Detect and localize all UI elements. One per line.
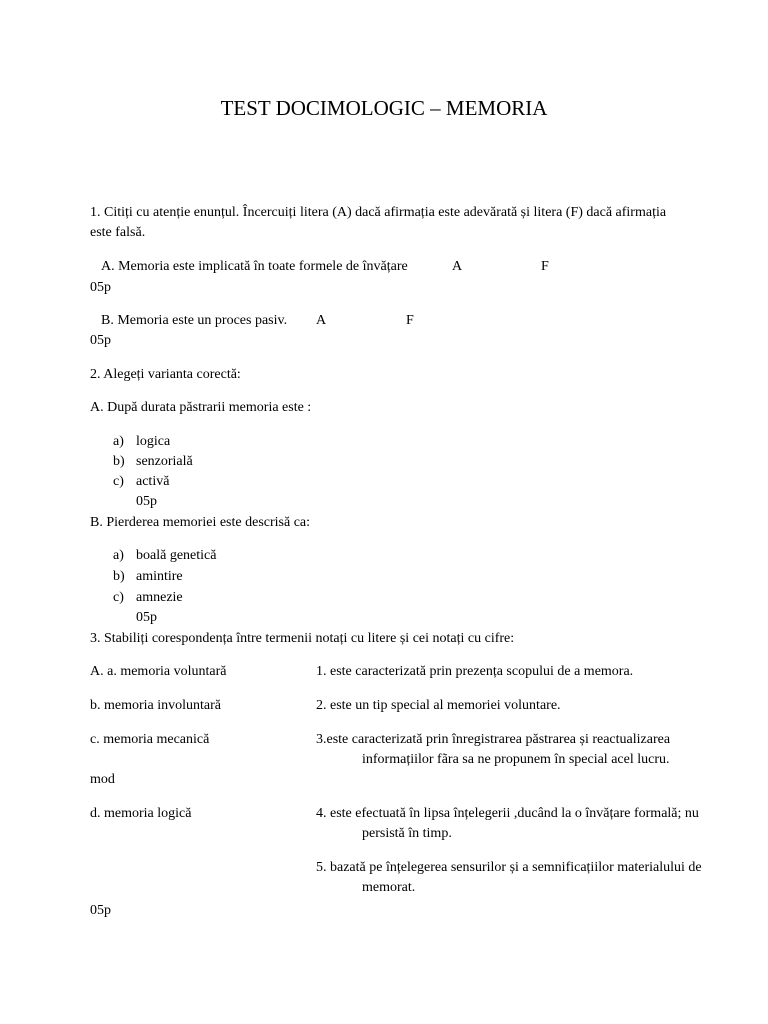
option-label: b) (113, 569, 125, 584)
q1-a-option-true[interactable]: A (452, 259, 463, 274)
q2-b-points: 05p (136, 610, 157, 625)
q1-prompt: 1. Citiți cu atenție enunțul. Încercuiți litera (A) dacă afirmația este adevărată și litera (F) dacă afirmația este falsă. (90, 205, 667, 240)
q3-left-c-tail: mod (90, 772, 115, 787)
q1-b-statement: B. Memoria este un proces pasiv. (101, 313, 288, 328)
option-text: amintire (136, 569, 183, 584)
option-label: c) (113, 474, 124, 489)
option-label: a) (113, 548, 124, 563)
page-title: TEST DOCIMOLOGIC – MEMORIA (220, 96, 548, 120)
option-text: senzorială (136, 454, 193, 469)
q1-a-statement: A. Memoria este implicată în toate formele de învățare (101, 259, 408, 274)
q2-a-points: 05p (136, 494, 157, 509)
q1-a-option-false[interactable]: F (541, 259, 549, 274)
q1-a-points: 05p (90, 280, 111, 295)
option-text: boală genetică (136, 548, 217, 563)
q3-left-d: d. memoria logică (90, 806, 192, 821)
option-text: logica (136, 434, 171, 449)
q1-b-points: 05p (90, 333, 111, 348)
q2-prompt: 2. Alegeți varianta corectă: (90, 367, 241, 382)
option-text: activă (136, 474, 170, 489)
q3-left-b: b. memoria involuntară (90, 698, 222, 713)
q2-a-prompt: A. După durata păstrarii memoria este : (90, 400, 312, 415)
option-label: b) (113, 454, 125, 469)
q3-right-5: 5. bazată pe înțelegerea sensurilor și a semnificațiilor materialului de memorat. (316, 860, 702, 895)
option-label: a) (113, 434, 124, 449)
q3-left-a: A. a. memoria voluntară (90, 664, 227, 679)
q3-prompt: 3. Stabiliți corespondența între termenii notați cu litere și cei notați cu cifre: (90, 631, 515, 646)
q3-right-2: 2. este un tip special al memoriei voluntare. (316, 698, 561, 713)
option-text: amnezie (136, 590, 183, 605)
q3-right-4: 4. este efectuată în lipsa înțelegerii ,ducând la o învățare formală; nu persistă în timp. (316, 806, 699, 841)
q1-b-option-false[interactable]: F (406, 313, 414, 328)
q3-points: 05p (90, 903, 111, 918)
q1-b-option-true[interactable]: A (316, 313, 327, 328)
q3-left-c: c. memoria mecanică (90, 732, 210, 747)
q3-right-3: 3.este caracterizată prin înregistrarea păstrarea și reactualizarea informațiilor fãra sa ne propunem în special acel lucru. (316, 732, 671, 767)
q2-b-prompt: B. Pierderea memoriei este descrisă ca: (90, 515, 311, 530)
option-label: c) (113, 590, 124, 605)
q3-right-1: 1. este caracterizată prin prezența scopului de a memora. (316, 664, 634, 679)
